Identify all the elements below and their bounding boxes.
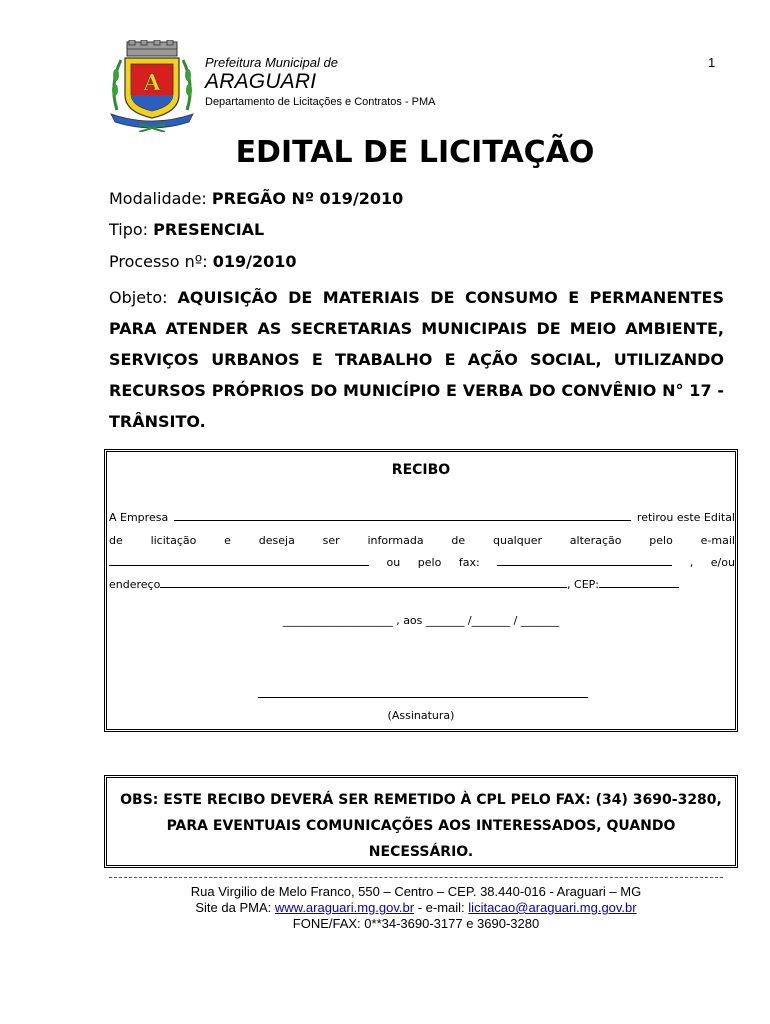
signature-line [258, 697, 588, 698]
recibo-line-contact: ou pelo fax: , e/ou [109, 556, 735, 569]
recibo-line-address: endereço , CEP: [109, 578, 679, 591]
cep-blank[interactable] [599, 578, 679, 588]
retirou-text: retirou este Edital [636, 511, 735, 524]
ou-text: ou [386, 556, 401, 569]
fax-label: fax: [458, 556, 480, 569]
modalidade-label: Modalidade: [109, 189, 207, 208]
recibo-word: de [109, 534, 123, 547]
email-link[interactable]: licitacao@araguari.mg.gov.br [468, 900, 637, 915]
recibo-word: licitação [150, 534, 197, 547]
address-label: endereço [109, 578, 161, 591]
recibo-line-company [109, 511, 735, 524]
recibo-word: de [451, 534, 466, 547]
processo-label: Processo nº: [109, 252, 208, 271]
site-label: Site da PMA: [195, 900, 272, 915]
tipo-label: Tipo: [109, 220, 149, 239]
header-department: Departamento de Licitações e Contratos - PMA [205, 96, 436, 108]
pelo-text: pelo [417, 556, 442, 569]
page-number: 1 [708, 55, 716, 70]
recibo-word: deseja [258, 534, 295, 547]
email-blank[interactable] [109, 556, 369, 566]
address-blank[interactable] [160, 578, 567, 588]
header-city: ARAGUARI [205, 70, 317, 93]
objeto-value: AQUISIÇÃO DE MATERIAIS DE CONSUMO E PERMANENTES PARA ATENDER AS SECRETARIAS MUNICIPAIS DE MEIO AMBIENTE, SERVIÇOS URBANOS E TRABALHO E AÇÃO SOCIAL, UTILIZANDO RECURSOS PRÓPRIOS DO MUNICÍPIO E VERBA DO CONVÊNIO N° 17 - TRÂNSITO. [109, 288, 725, 431]
processo-field [109, 252, 297, 271]
company-label: A Empresa [109, 511, 169, 524]
modalidade-field [109, 189, 403, 208]
araguari-crest-logo [107, 40, 197, 132]
signature-label: (Assinatura) [387, 709, 455, 722]
email-label: - e-mail: [417, 900, 465, 915]
fax-blank[interactable] [497, 556, 672, 566]
objeto-field [109, 282, 724, 437]
tipo-field [109, 220, 264, 239]
obs-text: OBS: ESTE RECIBO DEVERÁ SER REMETIDO À CPL PELO FAX: (34) 3690-3280, PARA EVENTUAIS COMUNICAÇÕES AOS INTERESSADOS, QUANDO NECESSÁRIO. [120, 792, 722, 860]
tipo-value: PRESENCIAL [153, 220, 265, 239]
footer-divider [109, 877, 723, 878]
recibo-word: pelo [649, 534, 673, 547]
recibo-line-words [109, 534, 735, 547]
cep-label: CEP: [574, 578, 599, 591]
recibo-word: e-mail [700, 534, 735, 547]
footer-phone: FONE/FAX: 0**34-3690-3177 e 3690-3280 [292, 916, 540, 931]
recibo-word: e [224, 534, 231, 547]
company-blank[interactable] [174, 511, 631, 521]
date-line: ____________________ , aos _______ /_______ / _______ [282, 614, 560, 627]
document-title: EDITAL DE LICITAÇÃO [235, 135, 595, 170]
recibo-title: RECIBO [391, 462, 451, 478]
recibo-word: qualquer [492, 534, 542, 547]
eou-text: e/ou [710, 556, 735, 569]
footer-address: Rua Virgilio de Melo Franco, 550 – Centro – CEP. 38.440-016 - Araguari – MG [190, 884, 642, 899]
objeto-label: Objeto: [109, 288, 168, 307]
site-link[interactable]: www.araguari.mg.gov.br [274, 900, 415, 915]
modalidade-value: PREGÃO Nº 019/2010 [211, 189, 404, 208]
recibo-word: ser [322, 534, 340, 547]
header-entity: Prefeitura Municipal de [205, 55, 338, 70]
footer-contacts [109, 900, 723, 916]
processo-value: 019/2010 [212, 252, 297, 271]
recibo-word: informada [367, 534, 424, 547]
svg-text:A: A [143, 70, 161, 96]
recibo-word: alteração [569, 534, 622, 547]
